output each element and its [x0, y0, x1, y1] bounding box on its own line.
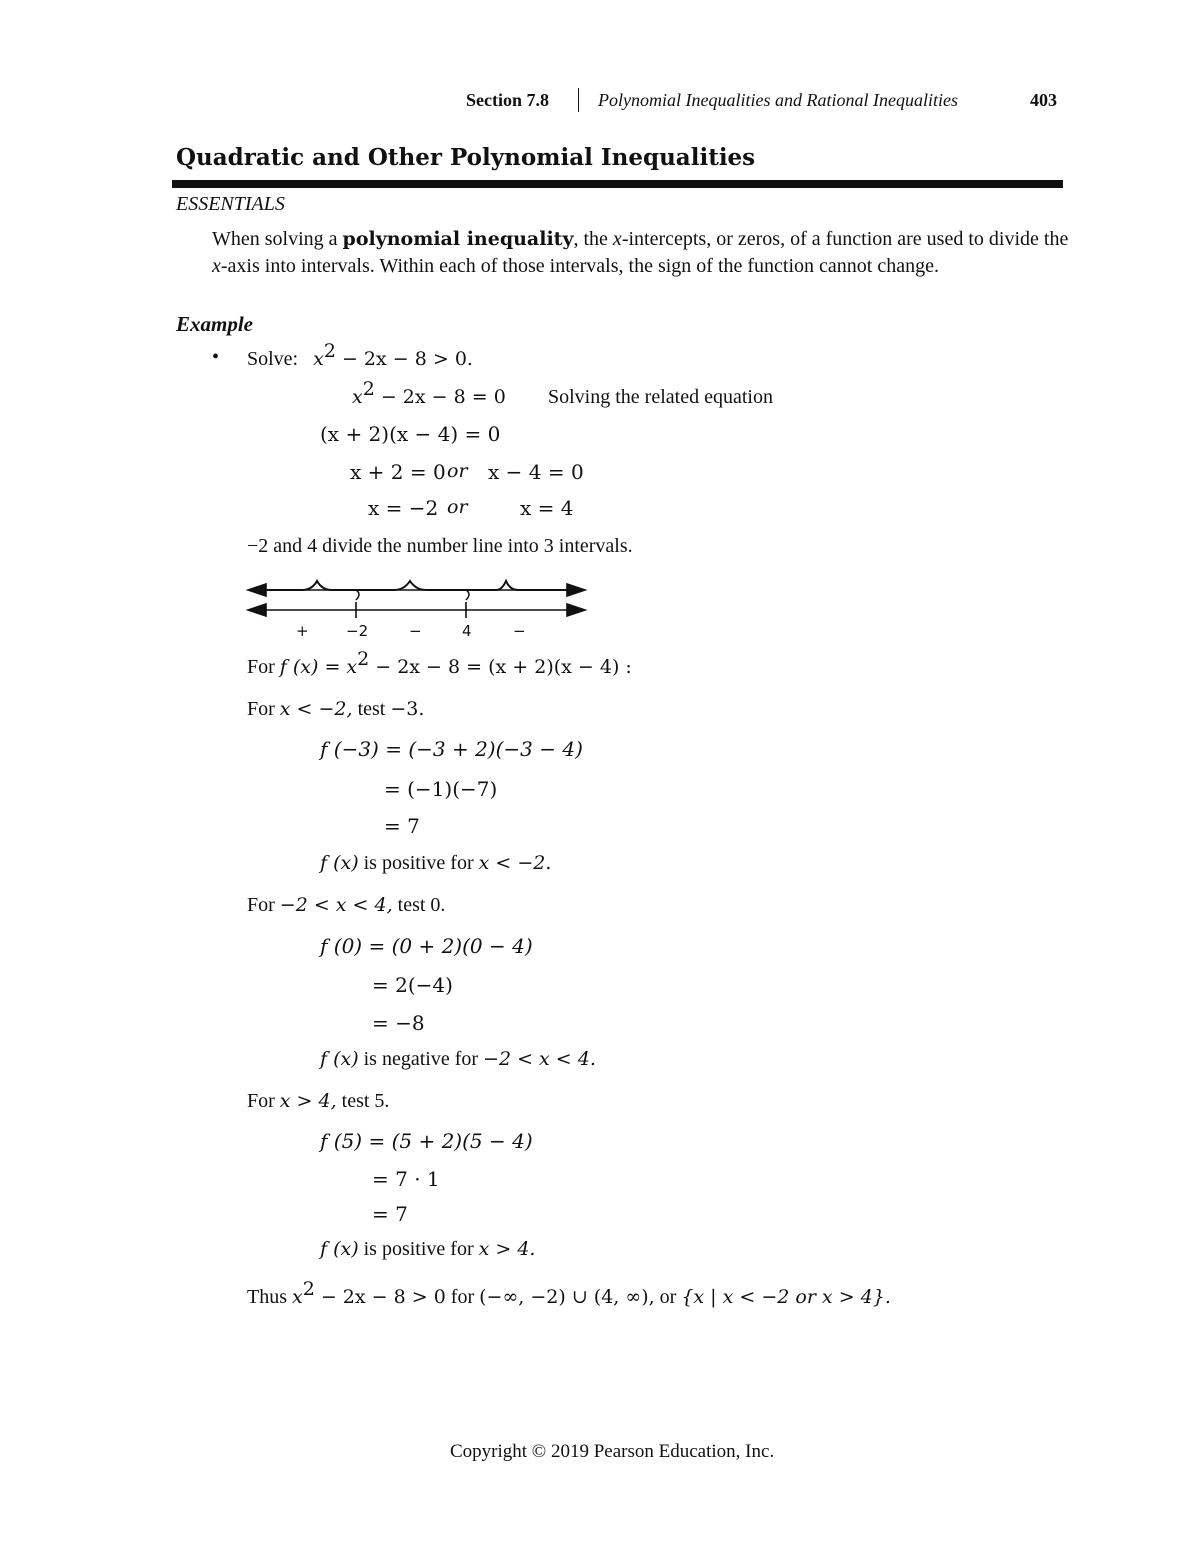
case3-conclusion: f (x) is positive for x > 4.: [320, 1238, 536, 1260]
step-or-2: or: [447, 496, 468, 518]
title-rule: [172, 180, 1063, 188]
interval-sign-3: −: [513, 622, 526, 640]
step-factor-1: x + 2 = 0: [350, 460, 446, 484]
function-definition: For f $(x) = x^2 - 2x - 8 = (x + 2)(x - 4)$ :: [247, 648, 632, 678]
brace-1: [266, 581, 356, 590]
divide-text: −2 and 4 divide the number line into 3 intervals.: [247, 535, 633, 557]
final-conclusion: Thus $x^2 - 2x - 8 > 0$ for (−∞, −2) ∪ (4, ∞), or {x | x < −2 or x > 4}.: [247, 1278, 891, 1308]
case2-eval: f (0) = (0 + 2)(0 − 4): [320, 934, 533, 958]
brace-2: [356, 581, 466, 590]
step-root-1: x = −2: [368, 496, 439, 520]
case2-conclusion: f (x) is negative for −2 < x < 4.: [320, 1048, 596, 1070]
step-or-1: or: [447, 460, 468, 482]
term-polynomial-inequality: polynomial inequality: [342, 228, 574, 250]
tick-label-4: 4: [462, 622, 472, 640]
step-note: Solving the related equation: [548, 386, 773, 408]
brace-3: [466, 581, 567, 590]
bullet-icon: •: [212, 346, 220, 368]
running-header-section: Section 7.8: [466, 90, 549, 110]
case3-result: = 7: [372, 1202, 408, 1226]
left-arrow-icon: [248, 604, 266, 616]
case2-heading: For −2 < x < 4, test 0.: [247, 894, 446, 916]
left-arrow-icon: [248, 584, 266, 596]
case3-step2: = 7 · 1: [372, 1167, 440, 1191]
interval-sign-2: −: [409, 622, 422, 640]
step-factored: (x + 2)(x − 4) = 0: [320, 422, 501, 446]
running-header-title: Polynomial Inequalities and Rational Inequalities: [598, 90, 958, 110]
case1-eval: f (−3) = (−3 + 2)(−3 − 4): [320, 737, 583, 761]
essentials-label: ESSENTIALS: [176, 193, 285, 215]
step-root-2: x = 4: [520, 496, 574, 520]
case3-heading: For x > 4, test 5.: [247, 1090, 390, 1112]
case3-eval: f (5) = (5 + 2)(5 − 4): [320, 1129, 533, 1153]
case2-result: = −8: [372, 1011, 425, 1035]
case1-result: = 7: [384, 814, 420, 838]
tick-label-neg2: −2: [346, 622, 369, 640]
case2-step2: = 2(−4): [372, 973, 453, 997]
right-arrow-icon: [567, 604, 585, 616]
case1-conclusion: f (x) is positive for x < −2.: [320, 852, 552, 874]
page-title: Quadratic and Other Polynomial Inequalities: [176, 144, 756, 171]
example-label: Example: [176, 312, 253, 336]
case1-heading: For x < −2, test −3.: [247, 698, 425, 720]
right-arrow-icon: [567, 584, 585, 596]
case1-step2: = (−1)(−7): [384, 777, 498, 801]
copyright-footer: Copyright © 2019 Pearson Education, Inc.: [450, 1441, 775, 1462]
page-number: 403: [1030, 90, 1057, 110]
step-factor-2: x − 4 = 0: [488, 460, 584, 484]
interval-sign-1: +: [296, 622, 309, 640]
header-separator: [578, 88, 579, 112]
step-related-equation: $x^2 - 2x - 8 = 0$: [352, 378, 506, 408]
solve-line: Solve: $x^2 - 2x - 8 > 0$.: [247, 340, 473, 370]
intro-paragraph: When solving a polynomial inequality, the x-intercepts, or zeros, of a function are used to divide the x-axis into intervals. Within each of those intervals, the sign of the function cannot change.: [212, 228, 1069, 277]
